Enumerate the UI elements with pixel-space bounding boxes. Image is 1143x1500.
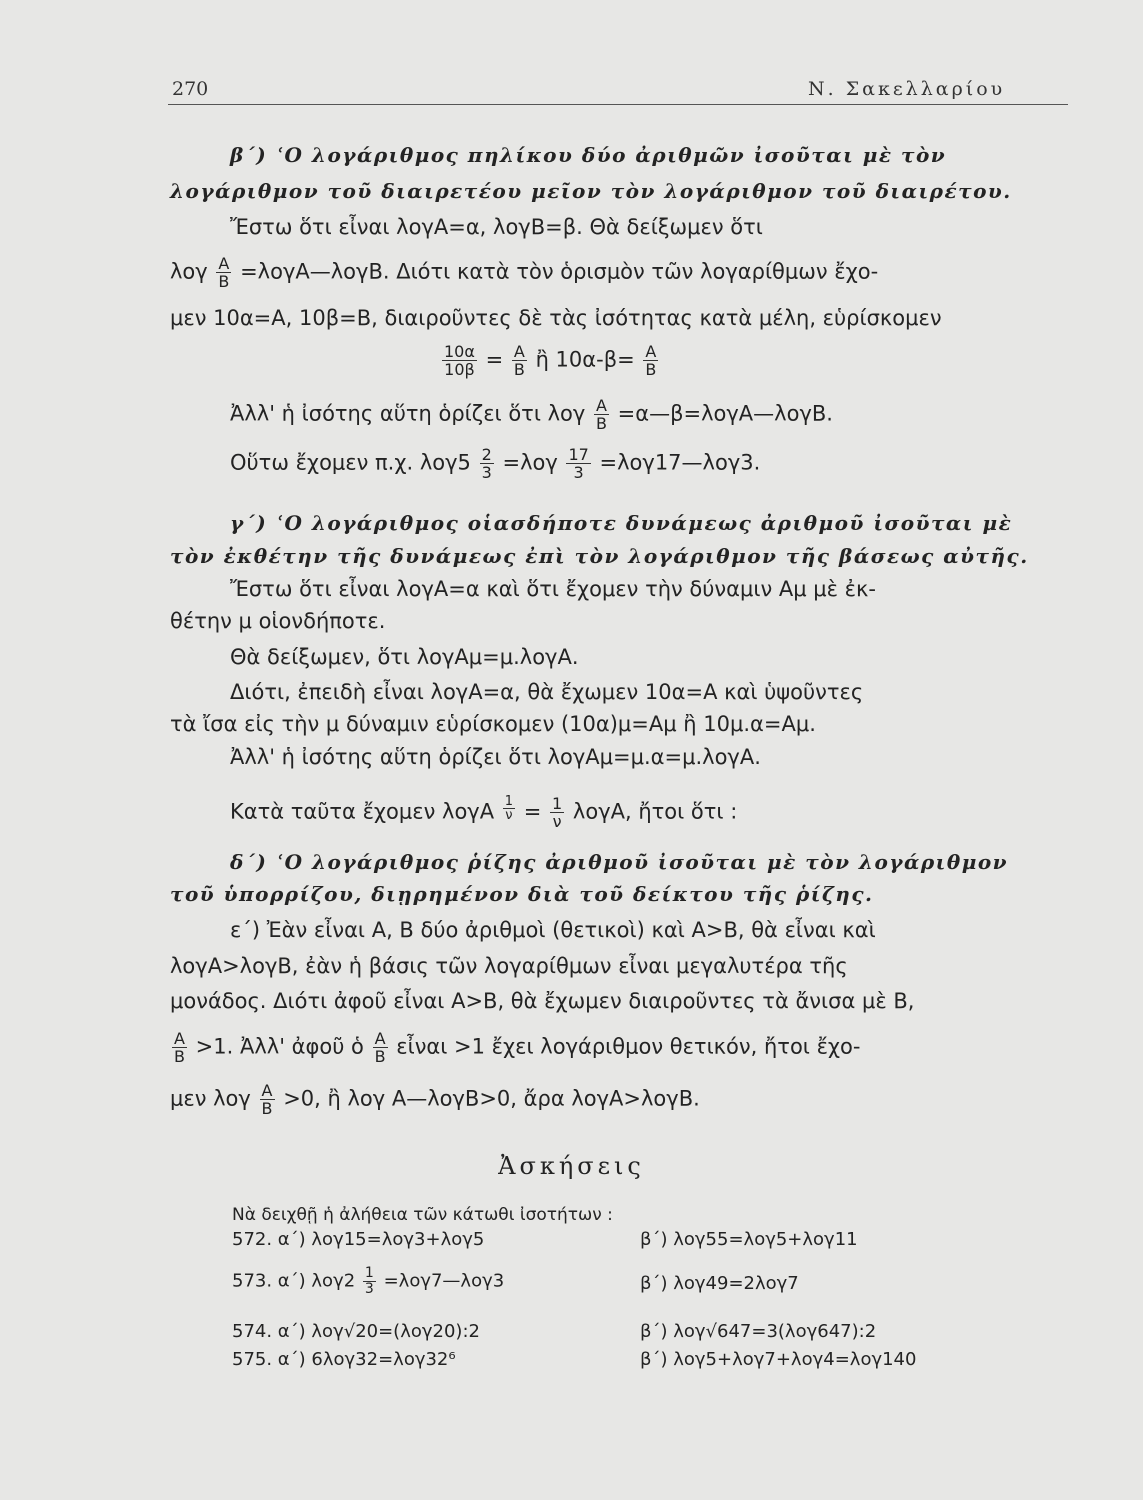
text: =λογ17—λογ3. bbox=[599, 450, 761, 475]
fraction-one-third bbox=[363, 1266, 376, 1297]
fraction-powers bbox=[442, 343, 477, 378]
gamma-line-9 bbox=[170, 795, 1130, 830]
denominator: Β bbox=[513, 360, 525, 379]
text: = bbox=[523, 799, 542, 824]
numerator: Α bbox=[172, 1030, 187, 1048]
exercise-572-b: β΄) λογ55=λογ5+λογ11 bbox=[640, 1229, 858, 1250]
denominator: 3 bbox=[481, 463, 492, 482]
gamma-theorem-line-1: γ΄) ʿΟ λογάριθμος οἱασδήποτε δυνάμεως ἀριθμοῦ ἰσοῦται μὲ bbox=[230, 511, 1013, 535]
exercise-575-b: β΄) λογ5+λογ7+λογ4=λογ140 bbox=[640, 1349, 917, 1370]
delta-theorem-line-2: τοῦ ὑπορρίζου, διῃρημένον διὰ τοῦ δείκτου τῆς ῥίζης. bbox=[170, 882, 874, 906]
fraction-a-over-b bbox=[373, 1030, 388, 1065]
beta-line-4 bbox=[170, 255, 1070, 290]
text: ἢ 10α-β= bbox=[535, 347, 635, 372]
denominator: Β bbox=[261, 1099, 273, 1118]
beta-line-7 bbox=[170, 397, 1130, 432]
fraction-17-thirds bbox=[566, 446, 590, 481]
exercises-intro: Νὰ δειχθῇ ἡ ἀλήθεια τῶν κάτωθι ἰσοτήτων : bbox=[232, 1205, 613, 1225]
numerator: Α bbox=[643, 343, 658, 361]
exercise-574-a: 574. α΄) λογ√20=(λογ20):2 bbox=[232, 1321, 480, 1342]
text: Κατὰ ταῦτα ἔχομεν λογΑ bbox=[230, 799, 495, 824]
delta-theorem-line-1: δ΄) ʿΟ λογάριθμος ῥίζης ἀριθμοῦ ἰσοῦται μὲ τὸν λογάριθμον bbox=[230, 850, 1009, 874]
numerator: 2 bbox=[481, 445, 492, 464]
exercise-575-a: 575. α΄) 6λογ32=λογ32⁶ bbox=[232, 1349, 456, 1370]
gamma-line-6: Διότι, ἐπειδὴ εἶναι λογΑ=α, θὰ ἔχωμεν 10α=Α καὶ ὑψοῦντες bbox=[230, 680, 864, 704]
exercise-572-a: 572. α΄) λογ15=λογ3+λογ5 bbox=[232, 1229, 485, 1250]
fraction-a-over-b bbox=[643, 343, 658, 378]
gamma-line-4: θέτην μ οἱονδήποτε. bbox=[170, 609, 386, 633]
denominator: Β bbox=[174, 1047, 185, 1066]
gamma-theorem-line-2: τὸν ἐκθέτην τῆς δυνάμεως ἐπὶ τὸν λογάριθμον τῆς βάσεως αὐτῆς. bbox=[170, 544, 1029, 568]
denominator: Β bbox=[596, 414, 607, 433]
denominator: 3 bbox=[573, 463, 584, 482]
denominator: ν bbox=[505, 808, 513, 823]
text: =λογ7—λογ3 bbox=[383, 1270, 505, 1292]
numerator: 1 bbox=[364, 1265, 374, 1281]
exercises-heading: Ἀσκήσεις bbox=[498, 1152, 645, 1180]
numerator: 10α bbox=[444, 342, 475, 361]
beta-line-8 bbox=[170, 446, 1130, 481]
denominator: Β bbox=[645, 360, 657, 379]
text: μεν λογ bbox=[170, 1086, 251, 1111]
exercise-573-b: β΄) λογ49=2λογ7 bbox=[640, 1273, 799, 1294]
epsilon-line-1: ε΄) Ἐὰν εἶναι Α, Β δύο ἀριθμοὶ (θετικοὶ) καὶ Α>Β, θὰ εἶναι καὶ bbox=[230, 918, 876, 942]
numerator: Α bbox=[594, 397, 609, 415]
numerator: 1 bbox=[552, 794, 563, 813]
epsilon-line-5 bbox=[170, 1082, 1070, 1117]
numerator: 1 bbox=[504, 794, 514, 809]
fraction-a-over-b bbox=[512, 343, 527, 378]
gamma-line-8: Ἀλλ' ἡ ἰσότης αὕτη ὁρίζει ὅτι λογΑμ=μ.α=μ.λογΑ. bbox=[230, 745, 761, 769]
epsilon-line-2: λογΑ>λογΒ, ἐὰν ἡ βάσις τῶν λογαρίθμων εἶναι μεγαλυτέρα τῆς bbox=[170, 954, 848, 978]
gamma-line-5: Θὰ δείξωμεν, ὅτι λογΑμ=μ.λογΑ. bbox=[230, 645, 579, 669]
numerator: Α bbox=[216, 255, 231, 273]
beta-theorem-line-2: λογάριθμον τοῦ διαιρετέου μεῖον τὸν λογάριθμον τοῦ διαιρέτου. bbox=[170, 179, 1012, 203]
beta-equation bbox=[440, 343, 1143, 378]
running-header-author: Ν. Σακελλαρίου bbox=[808, 78, 1006, 100]
beta-line-5: μεν 10α=Α, 10β=Β, διαιροῦντες δὲ τὰς ἰσότητας κατὰ μέλη, εὑρίσκομεν bbox=[170, 306, 942, 330]
beta-theorem-line-1: β΄) ʿΟ λογάριθμος πηλίκου δύο ἀριθμῶν ἰσοῦται μὲ τὸν bbox=[230, 143, 947, 167]
header-rule bbox=[168, 104, 1068, 105]
fraction-one-over-nu bbox=[550, 795, 564, 830]
denominator: 10β bbox=[444, 360, 475, 379]
fraction-two-thirds bbox=[480, 446, 494, 481]
denominator: ν bbox=[552, 812, 562, 831]
text: 573. α΄) λογ2 bbox=[232, 1270, 356, 1292]
text: Ἀλλ' ἡ ἰσότης αὕτη ὁρίζει ὅτι λογ bbox=[230, 401, 586, 426]
text: λογΑ, ἤτοι ὅτι : bbox=[572, 799, 738, 824]
denominator: Β bbox=[374, 1047, 386, 1066]
fraction-a-over-b bbox=[594, 397, 609, 432]
epsilon-line-3: μονάδος. Διότι ἀφοῦ εἶναι Α>Β, θὰ ἔχωμεν διαιροῦντες τὰ ἄνισα μὲ Β, bbox=[170, 989, 915, 1013]
text: λογ bbox=[170, 259, 208, 284]
gamma-line-3: Ἔστω ὅτι εἶναι λογΑ=α καὶ ὅτι ἔχομεν τὴν δύναμιν Αμ μὲ ἐκ- bbox=[230, 577, 876, 601]
fraction-a-over-b bbox=[216, 255, 231, 290]
text: =λογ bbox=[502, 450, 558, 475]
text: εἶναι >1 ἔχει λογάριθμον θετικόν, ἤτοι ἔχο- bbox=[396, 1034, 861, 1059]
text: =λογΑ—λογΒ. Διότι κατὰ τὸν ὁρισμὸν τῶν λογαρίθμων ἔχο- bbox=[240, 259, 879, 284]
text: = bbox=[485, 347, 504, 372]
text: =α—β=λογΑ—λογΒ. bbox=[617, 401, 833, 426]
text: >0, ἢ λογ Α—λογΒ>0, ἄρα λογΑ>λογΒ. bbox=[283, 1086, 700, 1111]
exponent-one-over-nu bbox=[503, 795, 515, 822]
numerator: 17 bbox=[568, 445, 589, 464]
epsilon-line-4 bbox=[170, 1030, 1070, 1065]
fraction-a-over-b bbox=[260, 1082, 275, 1117]
numerator: Α bbox=[260, 1082, 275, 1100]
denominator: Β bbox=[218, 272, 230, 291]
denominator: 3 bbox=[364, 1281, 374, 1297]
gamma-line-7: τὰ ἴσα εἰς τὴν μ δύναμιν εὑρίσκομεν (10α)μ=Αμ ἢ 10μ.α=Αμ. bbox=[170, 712, 816, 736]
text: Οὕτω ἔχομεν π.χ. λογ5 bbox=[230, 450, 471, 475]
text: >1. Ἀλλ' ἀφοῦ ὁ bbox=[195, 1034, 364, 1059]
page-number: 270 bbox=[172, 78, 209, 100]
exercise-574-b: β΄) λογ√647=3(λογ647):2 bbox=[640, 1321, 877, 1342]
numerator: Α bbox=[373, 1030, 388, 1048]
fraction-a-over-b bbox=[172, 1030, 187, 1065]
exercise-573-a bbox=[232, 1266, 504, 1297]
beta-line-3: Ἔστω ὅτι εἶναι λογΑ=α, λογΒ=β. Θὰ δείξωμεν ὅτι bbox=[230, 215, 763, 239]
numerator: Α bbox=[512, 343, 527, 361]
